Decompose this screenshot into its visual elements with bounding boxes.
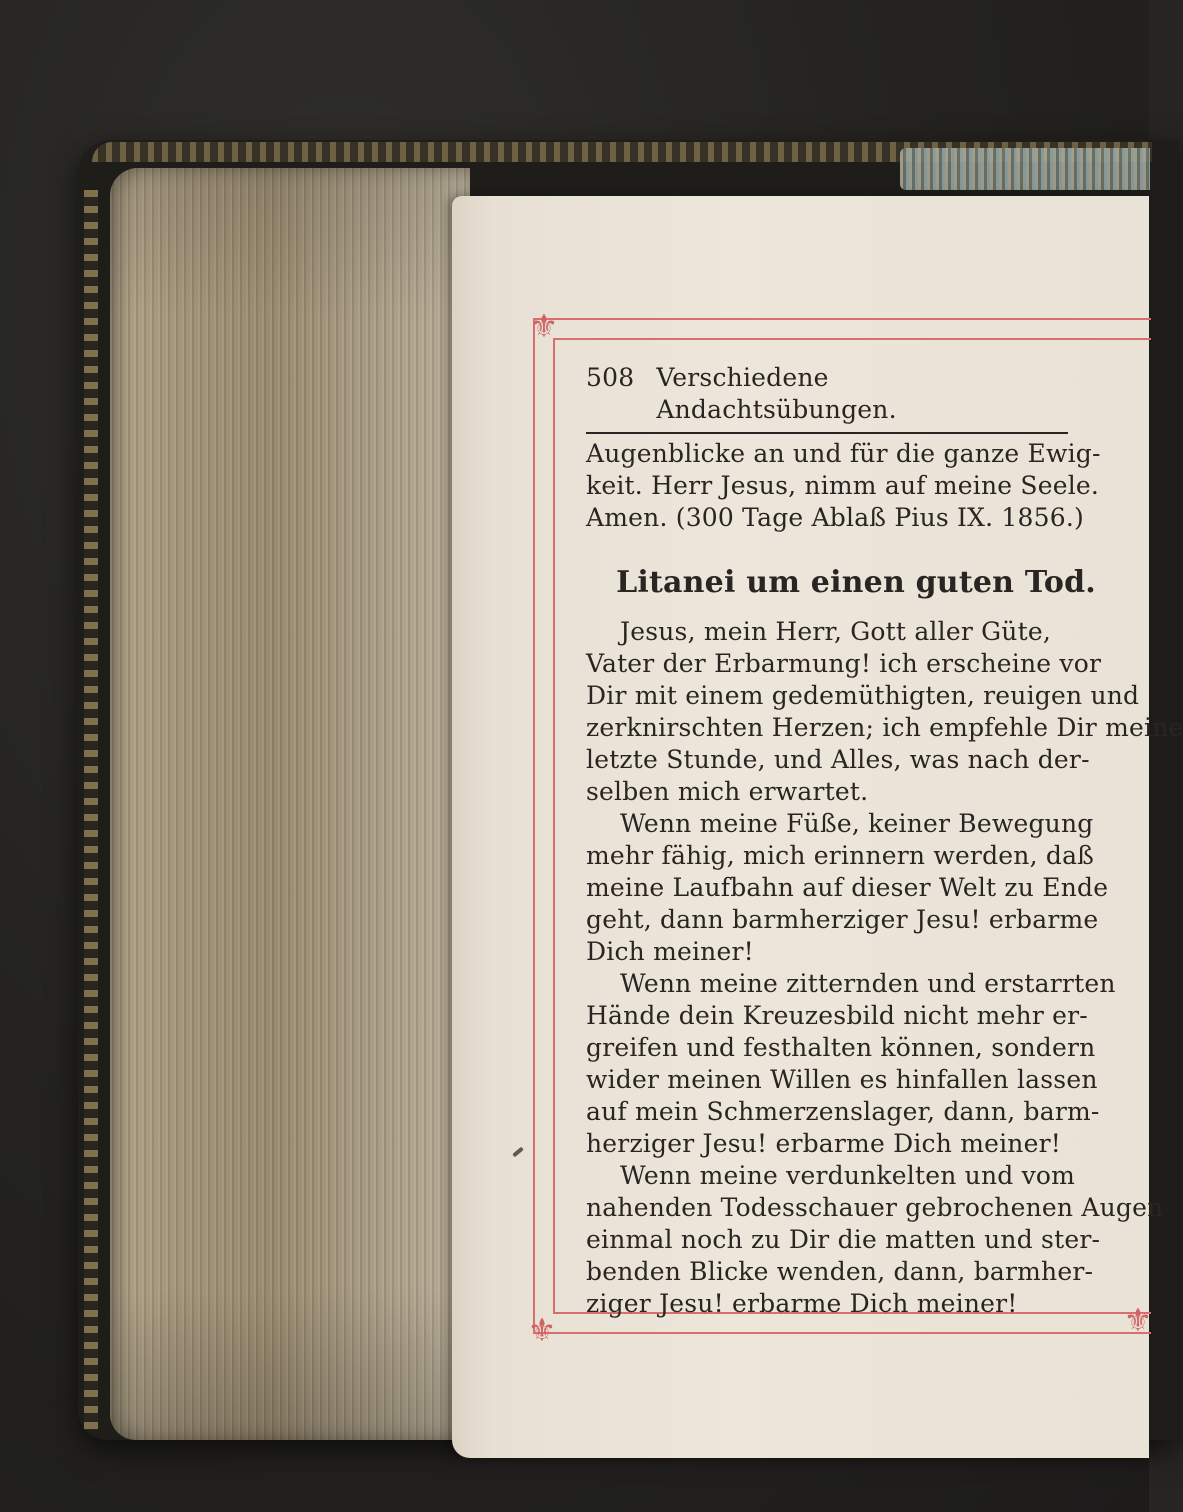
text-line: Vater der Erbarmung! ich erscheine vor bbox=[586, 649, 1102, 678]
page-number: 508 bbox=[586, 363, 635, 392]
text-line: nahenden Todesschauer gebrochenen Augen bbox=[586, 1193, 1164, 1222]
running-header bbox=[586, 362, 1068, 434]
text-line: einmal noch zu Dir die matten und ster- bbox=[586, 1225, 1101, 1254]
text-line: benden Blicke wenden, dann, barmher- bbox=[586, 1257, 1094, 1286]
text-line: selben mich erwartet. bbox=[586, 777, 869, 806]
page-text bbox=[586, 362, 1183, 1320]
bookmark-ribbon bbox=[900, 148, 1150, 190]
text-line: Wenn meine zitternden und erstarrten bbox=[620, 969, 1116, 998]
text-line: keit. Herr Jesus, nimm auf meine Seele. bbox=[586, 471, 1100, 500]
text-line: Augenblicke an und für die ganze Ewig- bbox=[586, 439, 1101, 468]
text-line: greifen und festhalten können, sondern bbox=[586, 1033, 1096, 1062]
text-line: Hände dein Kreuzesbild nicht mehr er- bbox=[586, 1001, 1088, 1030]
text-line: ziger Jesu! erbarme Dich meiner! bbox=[586, 1289, 1018, 1318]
text-line: Amen. (300 Tage Ablaß Pius IX. 1856.) bbox=[586, 503, 1084, 532]
cover-gilt-edge-left bbox=[84, 190, 98, 1430]
text-line: letzte Stunde, und Alles, was nach der- bbox=[586, 745, 1090, 774]
text-line: geht, dann barmherziger Jesu! erbarme bbox=[586, 905, 1099, 934]
text-line: Jesus, mein Herr, Gott aller Güte, bbox=[620, 617, 1051, 646]
text-line: Dir mit einem gedemüthigten, reuigen und bbox=[586, 681, 1140, 710]
running-title: Verschiedene Andachtsübungen. bbox=[656, 363, 897, 424]
section-title: Litanei um einen guten Tod. bbox=[616, 565, 1096, 600]
text-line: Dich meiner! bbox=[586, 937, 754, 966]
fleur-de-lis-icon: ⚜ bbox=[529, 307, 559, 345]
fleur-de-lis-icon: ⚜ bbox=[527, 1311, 557, 1349]
text-line: Wenn meine Füße, keiner Bewegung bbox=[620, 809, 1094, 838]
fleur-de-lis-icon: ⚜ bbox=[1123, 1301, 1153, 1339]
page-block-shading bbox=[110, 168, 470, 1440]
text-line: herziger Jesu! erbarme Dich meiner! bbox=[586, 1129, 1061, 1158]
text-line: meine Laufbahn auf dieser Welt zu Ende bbox=[586, 873, 1109, 902]
text-line: mehr fähig, mich erinnern werden, daß bbox=[586, 841, 1095, 870]
text-line: Wenn meine verdunkelten und vom bbox=[620, 1161, 1076, 1190]
text-line: wider meinen Willen es hinfallen lassen bbox=[586, 1065, 1098, 1094]
text-line: auf mein Schmerzenslager, dann, barm- bbox=[586, 1097, 1100, 1126]
text-line: zerknirschten Herzen; ich empfehle Dir meine bbox=[586, 713, 1183, 742]
